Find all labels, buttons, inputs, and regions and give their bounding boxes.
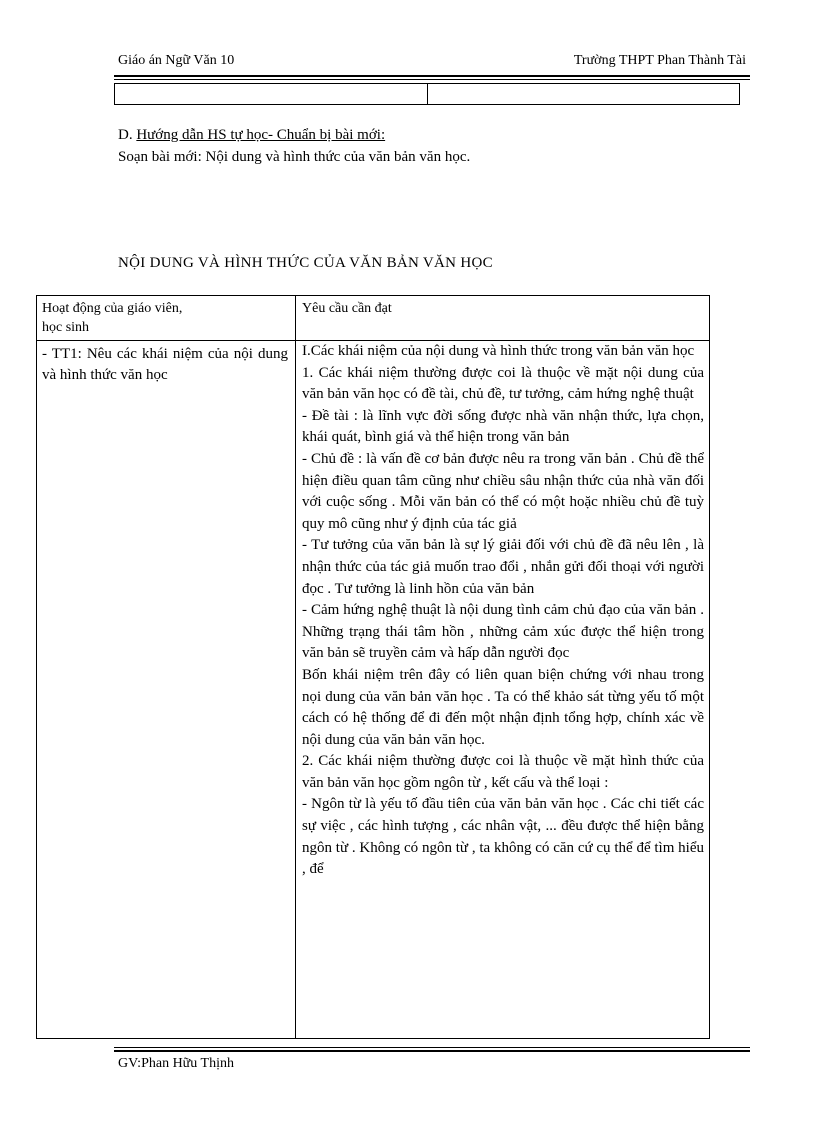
section-d-prefix: D.	[118, 127, 137, 143]
footer-author: GV:Phan Hữu Thịnh	[118, 1056, 234, 1071]
section-d-heading	[118, 127, 385, 144]
content-paragraph: Bốn khái niệm trên đây có liên quan biện chứng với nhau trong nọi dung của văn bản văn học . Ta có thể khảo sát từng yếu tố một cách có hệ thống để đi đến một nhận định tổng hợp, chính xác về nội dung của văn bản văn học.	[302, 666, 704, 748]
empty-table	[114, 83, 740, 105]
content-paragraph: - Ngôn từ là yếu tố đầu tiên của văn bản văn học . Các chi tiết các sự việc , các hình tượng , các nhân vật, ... đều được thể hiện bằng ngôn từ . Không có ngôn từ , ta không có căn cứ cụ thể để tìm hiểu , để	[302, 796, 704, 878]
header-left: Giáo án Ngữ Văn 10	[118, 53, 235, 68]
footer-rule-thin	[114, 1047, 750, 1048]
empty-table-divider	[427, 84, 428, 104]
header-rule	[114, 75, 750, 77]
content-paragraph: I.Các khái niệm của nội dung và hình thức trong văn bản văn học	[302, 343, 695, 359]
content-paragraph: - Đề tài : là lĩnh vực đời sống được nhà văn nhận thức, lựa chọn, khái quát, bình giá và thể hiện trong văn bản	[302, 407, 704, 446]
content-paragraph: - Cảm hứng nghệ thuật là nội dung tình cảm chủ đạo của văn bản . Những trạng thái tâm hồn , những cảm xúc được thể hiện trong văn bản sẽ truyền cảm và hấp dẫn người đọc	[302, 602, 704, 662]
lesson-title: NỘI DUNG VÀ HÌNH THỨC CỦA VĂN BẢN VĂN HỌC	[118, 255, 493, 271]
header-right: Trường THPT Phan Thành Tài	[573, 53, 746, 68]
table-cell-activity: - TT1: Nêu các khái niệm của nội dung và hình thức văn học	[42, 346, 288, 383]
header-rule-thin	[114, 79, 750, 80]
content-paragraph: - Tư tưởng của văn bản là sự lý giải đối với chủ đề đã nêu lên , là nhận thức của tác giả muốn trao đổi , nhắn gửi đối thoại với người đọc . Tư tưởng là linh hồn của văn bản	[302, 537, 704, 597]
table-header-activities: Hoạt động của giáo viên, học sinh	[42, 301, 183, 335]
section-d-title: Hướng dẫn HS tự học- Chuẩn bị bài mới:	[136, 127, 386, 143]
table-header-requirements: Yêu cầu cần đạt	[302, 301, 392, 316]
table-column-divider	[295, 296, 296, 1038]
section-d-text: Soạn bài mới: Nội dung và hình thức của văn bản văn học.	[118, 149, 471, 165]
table-cell-content	[302, 341, 704, 881]
lesson-table	[36, 295, 710, 1039]
content-paragraph: 1. Các khái niệm thường được coi là thuộc về mặt nội dung của văn bản văn học có đề tài, chủ đề, tư tưởng, cảm hứng nghệ thuật	[302, 364, 704, 403]
content-paragraph: 2. Các khái niệm thường được coi là thuộc về mặt hình thức của văn bản văn học gồm ngôn từ , kết cấu và thể loại :	[302, 753, 704, 791]
footer-rule	[114, 1050, 750, 1052]
content-paragraph: - Chủ đề : là vấn đề cơ bản được nêu ra trong văn bản . Chủ đề thể hiện điều quan tâm cũng như chiều sâu nhận thức của nhà văn đối với cuộc sống . Mỗi văn bản có thể có một hoặc nhiều chủ đề tuỳ quy mô cũng như ý định của tác giả	[302, 450, 704, 532]
